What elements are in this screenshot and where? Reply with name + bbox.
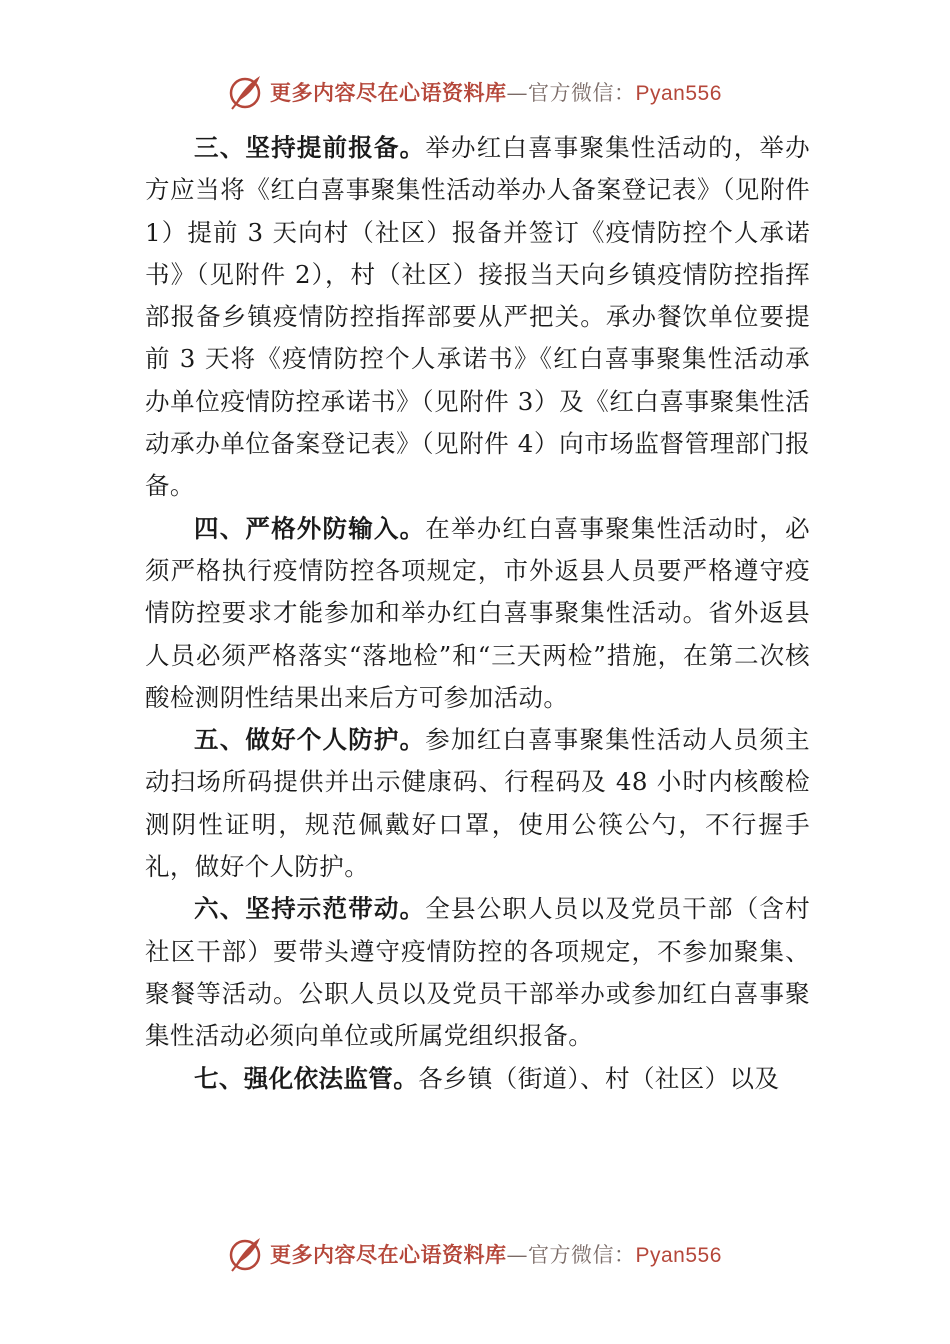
header-banner-text: [270, 77, 722, 107]
footer-banner-text: [270, 1239, 722, 1269]
banner-account: Pyan556: [635, 1244, 722, 1267]
banner-label: 官方微信：: [528, 81, 636, 105]
paragraph-text: 参加红白喜事聚集性活动人员须主动扫场所码提供并出示健康码、行程码及 48 小时内核酸检测阴性证明，规范佩戴好口罩，使用公筷公勺，不行握手礼，做好个人防护。: [145, 725, 810, 882]
paragraph-text: 各乡镇（街道）、村（社区）以及: [418, 1063, 780, 1093]
paragraph-7: [145, 1058, 810, 1100]
paragraph-3: [145, 127, 810, 508]
banner-main-text: 更多内容尽在心语资料库: [270, 80, 507, 105]
document-body: [145, 127, 810, 1100]
paragraph-4: [145, 508, 810, 719]
paragraph-text: 全县公职人员以及党员干部（含村社区干部）要带头遵守疫情防控的各项规定，不参加聚集、聚餐等活动。公职人员以及党员干部举办或参加红白喜事聚集性活动必须向单位或所属党组织报备。: [145, 894, 810, 1051]
paragraph-heading: 六、坚持示范带动。: [194, 894, 426, 924]
footer-banner-inner: [226, 1232, 722, 1276]
paragraph-6: [145, 888, 810, 1057]
banner-label: 官方微信：: [528, 1243, 636, 1267]
paragraph-heading: 三、坚持提前报备。: [194, 133, 426, 162]
paragraph-heading: 七、强化依法监管。: [194, 1063, 419, 1093]
banner-main-text: 更多内容尽在心语资料库: [270, 1242, 507, 1267]
paragraph-text: 举办红白喜事聚集性活动的，举办方应当将《红白喜事聚集性活动举办人备案登记表》（见附件 1）提前 3 天向村（社区）报备并签订《疫情防控个人承诺书》（见附件 2），村（社区）接报当天向乡镇疫情防控指挥部报备乡镇疫情防控指挥部要从严把关。承办餐饮单位要提前 3 天将《疫情防控个人承诺书》《红白喜事聚集性活动承办单位疫情防控承诺书》（见附件 3）及《红白喜事聚集性活动承办单位备案登记表》（见附件 4）向市场监督管理部门报备。: [145, 133, 810, 501]
footer-banner: [0, 1232, 950, 1276]
banner-separator: —: [506, 81, 528, 105]
paragraph-5: [145, 719, 810, 888]
paragraph-text: 在举办红白喜事聚集性活动时，必须严格执行疫情防控各项规定，市外返县人员要严格遵守疫情防控要求才能参加和举办红白喜事聚集性活动。省外返县人员必须严格落实“落地检”和“三天两检”措施，在第二次核酸检测阴性结果出来后方可参加活动。: [145, 513, 810, 712]
quill-pen-logo-icon: [226, 1234, 266, 1274]
header-banner-inner: [226, 70, 722, 114]
banner-separator: —: [506, 1243, 528, 1267]
quill-pen-logo-icon: [226, 72, 266, 112]
header-banner: [0, 70, 950, 114]
banner-account: Pyan556: [635, 82, 722, 105]
paragraph-heading: 五、做好个人防护。: [194, 725, 426, 755]
paragraph-heading: 四、严格外防输入。: [194, 513, 426, 543]
